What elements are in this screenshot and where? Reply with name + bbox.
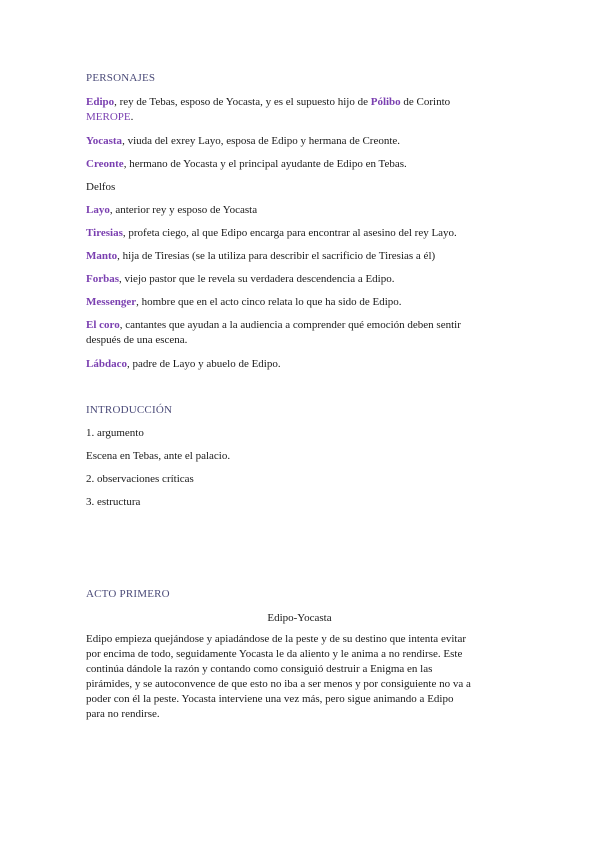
character-name: Lábdaco — [86, 358, 127, 370]
acto-primero-subtitle: Edipo-Yocasta — [267, 612, 332, 624]
personajes-heading: PERSONAJES — [86, 72, 156, 84]
acto-primero-heading: ACTO PRIMERO — [86, 588, 170, 600]
character-edipo — [86, 95, 526, 125]
character-forbas — [86, 272, 526, 287]
character-desc: , hija de Tiresias (se la utiliza para describir el sacrificio de Tiresias a él) — [117, 250, 436, 262]
merope-name: MEROPE — [86, 111, 131, 123]
character-desc: , viuda del exrey Layo, esposa de Edipo y hermana de Creonte. — [122, 135, 401, 147]
character-manto — [86, 249, 526, 264]
acto-primero-paragraph — [86, 632, 526, 722]
character-labdaco — [86, 357, 526, 372]
polibo-name: Pólibo — [370, 96, 401, 108]
intro-item-estructura: 3. estructura — [86, 496, 141, 508]
character-name: Forbas — [86, 273, 119, 285]
character-name: Manto — [86, 250, 118, 262]
character-desc: , hermano de Yocasta y el principal ayudante de Edipo en Tebas. — [123, 158, 407, 170]
character-desc: , viejo pastor que le revela su verdadera descendencia a Edipo. — [119, 273, 395, 285]
delfos-line: Delfos — [86, 181, 116, 193]
character-yocasta — [86, 134, 526, 149]
character-creonte — [86, 157, 526, 172]
punctuation: . — [130, 111, 134, 123]
character-name: Layo — [86, 204, 110, 216]
paragraph-line: para no rendirse. — [86, 708, 160, 720]
character-name: El coro — [86, 319, 120, 331]
intro-item-observaciones: 2. observaciones críticas — [86, 473, 194, 485]
paragraph-line: por encima de todo, seguidamente Yocasta le da aliento y le anima a no rendirse. Este — [86, 648, 463, 660]
character-name: Edipo — [86, 96, 115, 108]
character-layo — [86, 203, 526, 218]
paragraph-line: Edipo empieza quejándose y apiadándose de la peste y de su destino que intenta evitar — [86, 633, 466, 645]
character-name: Yocasta — [86, 135, 123, 147]
paragraph-line: pirámides, y se autoconvence de que esto no iba a ser menos y por consiguiente no va a — [86, 678, 471, 690]
character-tiresias — [86, 226, 526, 241]
character-desc: , hombre que en el acto cinco relata lo que ha sido de Edipo. — [136, 296, 402, 308]
character-coro — [86, 318, 526, 348]
character-desc: , profeta ciego, al que Edipo encarga para encontrar al asesino del rey Layo. — [122, 227, 457, 239]
character-name: Tiresias — [86, 227, 123, 239]
character-name: Messenger — [86, 296, 137, 308]
intro-item-argumento: 1. argumento — [86, 427, 144, 439]
character-desc: , rey de Tebas, esposo de Yocasta, y es el supuesto hijo de — [114, 96, 371, 108]
character-desc: , padre de Layo y abuelo de Edipo. — [126, 358, 281, 370]
paragraph-line: continúa dándole la razón y contando como consiguió destruir a Enigma en las — [86, 663, 433, 675]
paragraph-line: poder con él la peste. Yocasta interviene una vez más, pero sigue animando a Edipo — [86, 693, 454, 705]
character-desc: , cantantes que ayudan a la audiencia a comprender qué emoción deben sentir — [119, 319, 461, 331]
character-messenger — [86, 295, 526, 310]
character-desc: después de una escena. — [86, 334, 188, 346]
character-name: Creonte — [86, 158, 124, 170]
character-desc: de Corinto — [400, 96, 451, 108]
introduccion-heading: INTRODUCCIÓN — [86, 404, 173, 416]
intro-escena: Escena en Tebas, ante el palacio. — [86, 450, 231, 462]
character-desc: , anterior rey y esposo de Yocasta — [109, 204, 258, 216]
